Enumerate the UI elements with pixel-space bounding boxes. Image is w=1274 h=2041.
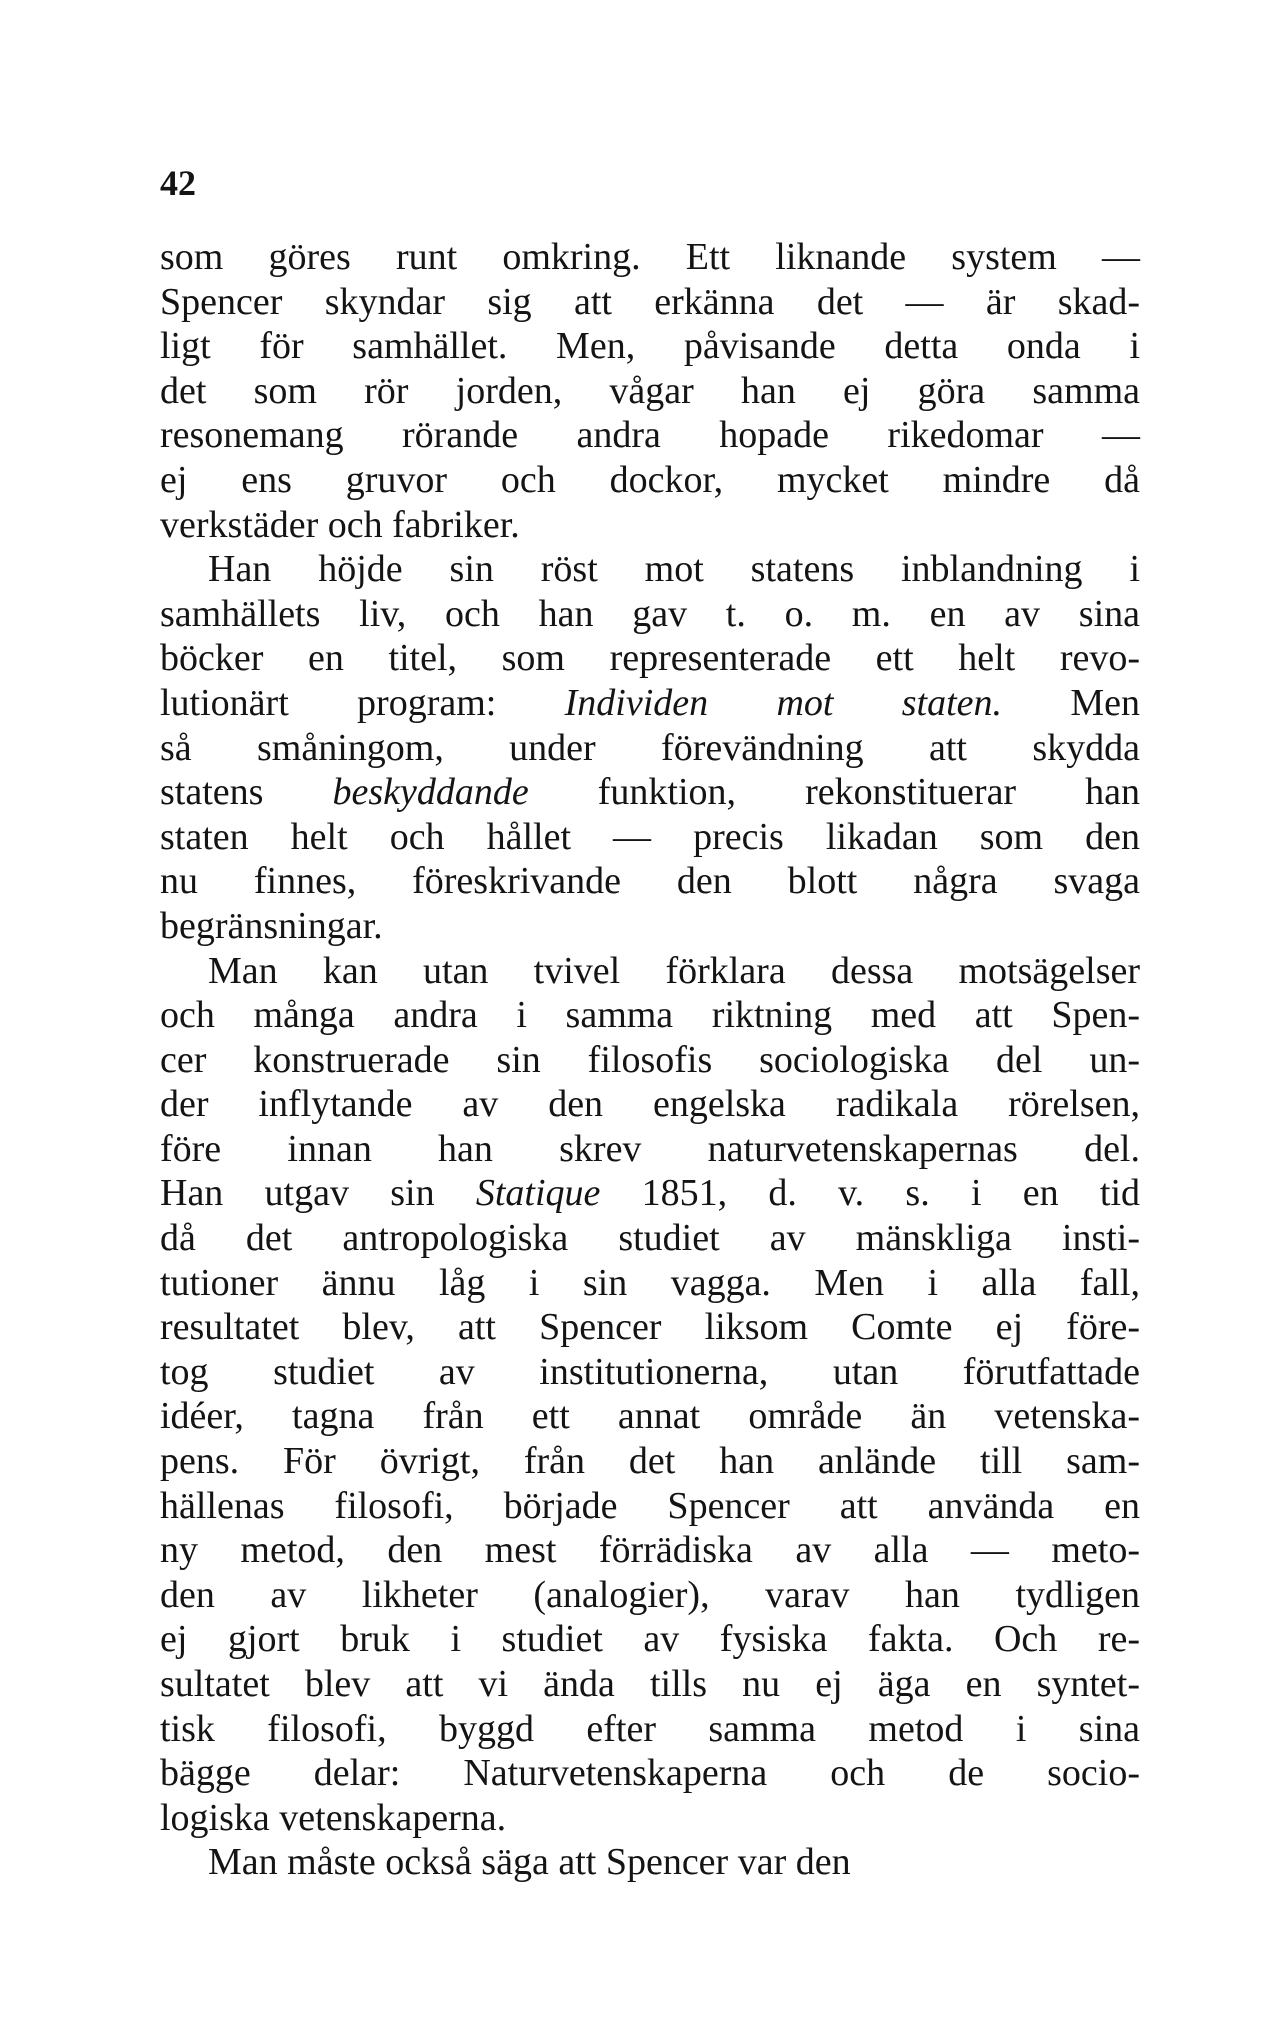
page-number: 42 [160, 163, 196, 203]
text-segment: resonemang rörande andra hopade rikedomar — [160, 414, 1140, 457]
text-segment: hällenas filosofi, började Spencer att använda en [160, 1484, 1140, 1527]
text-segment: lutionärt program: [160, 681, 565, 724]
text-segment: då det antropologiska studiet av mänskliga insti- [160, 1217, 1140, 1260]
text-segment: det som rör jorden, vågar han ej göra samma [160, 369, 1140, 412]
text-line [160, 235, 1140, 280]
text-segment: ej ens gruvor och dockor, mycket mindre då [160, 458, 1140, 501]
text-segment: statens [160, 771, 333, 814]
text-line [160, 280, 1140, 325]
text-segment: Man måste också säga att Spencer var den [208, 1841, 851, 1884]
text-segment: ligt för samhället. Men, påvisande detta onda i [160, 325, 1140, 368]
text-line [160, 1573, 1140, 1618]
text-segment: idéer, tagna från ett annat område än vetenska- [160, 1395, 1140, 1438]
text-segment: resultatet blev, att Spencer liksom Comte ej före- [160, 1306, 1140, 1349]
text-line [160, 1261, 1140, 1306]
text-line [160, 1707, 1140, 1752]
text-line [160, 770, 1140, 815]
text-line [160, 547, 1140, 592]
italic-text: Statique [475, 1172, 601, 1215]
text-line [160, 1394, 1140, 1439]
text-line [160, 369, 1140, 414]
text-segment: och många andra i samma riktning med att Spen- [160, 994, 1140, 1037]
text-segment: tog studiet av institutionerna, utan förutfattade [160, 1350, 1140, 1393]
text-segment: logiska vetenskaperna. [160, 1796, 507, 1839]
text-segment: tisk filosofi, byggd efter samma metod i sina [160, 1707, 1140, 1750]
italic-text: Individen mot staten. [564, 681, 1003, 724]
text-line [160, 1082, 1140, 1127]
text-line [160, 993, 1140, 1038]
text-line [160, 949, 1140, 994]
text-line [160, 1751, 1140, 1796]
text-segment: begränsningar. [160, 904, 383, 947]
text-segment: så småningom, under förevändning att skydda [160, 726, 1140, 769]
text-line [160, 1038, 1140, 1083]
text-line [160, 1439, 1140, 1484]
text-line [160, 1305, 1140, 1350]
text-segment: ej gjort bruk i studiet av fysiska fakta. Och re- [160, 1618, 1140, 1661]
text-line [160, 1127, 1140, 1172]
text-segment: Han höjde sin röst mot statens inblandning i [208, 548, 1140, 591]
text-line [160, 726, 1140, 771]
text-line [160, 1484, 1140, 1529]
body-text [160, 235, 1140, 1885]
text-segment: funktion, rekonstituerar han [528, 771, 1140, 814]
text-segment: Spencer skyndar sig att erkänna det — är skad- [160, 280, 1140, 323]
text-segment: Han utgav sin [160, 1172, 476, 1215]
text-segment: pens. För övrigt, från det han anlände till sam- [160, 1440, 1140, 1483]
text-line [160, 1617, 1140, 1662]
text-line [160, 681, 1140, 726]
text-line [160, 1796, 1140, 1841]
text-segment: sultatet blev att vi ända tills nu ej äga en syntet- [160, 1663, 1140, 1705]
text-segment: cer konstruerade sin filosofis sociologiska del un- [160, 1038, 1140, 1081]
text-line [160, 1662, 1140, 1707]
text-line [160, 1840, 1140, 1885]
text-line [160, 324, 1140, 369]
text-segment: bägge delar: Naturvetenskaperna och de socio- [160, 1752, 1140, 1795]
text-segment: böcker en titel, som representerade ett helt revo- [160, 637, 1140, 680]
text-segment: nu finnes, föreskrivande den blott några svaga [160, 860, 1140, 903]
text-segment: der inflytande av den engelska radikala rörelsen, [160, 1083, 1140, 1126]
text-line [160, 904, 1140, 949]
text-line [160, 1350, 1140, 1395]
text-line [160, 636, 1140, 681]
text-segment: som göres runt omkring. Ett liknande system — [160, 236, 1140, 278]
text-segment: staten helt och hållet — precis likadan som den [160, 815, 1140, 858]
text-line [160, 592, 1140, 637]
italic-text: beskyddande [332, 771, 529, 814]
text-segment: ny metod, den mest förrädiska av alla — meto- [160, 1529, 1140, 1572]
text-segment: före innan han skrev naturvetenskapernas del. [160, 1127, 1140, 1170]
text-line [160, 503, 1140, 548]
text-line [160, 1528, 1140, 1573]
text-segment: verkstäder och fabriker. [160, 503, 520, 546]
text-line [160, 859, 1140, 904]
text-line [160, 815, 1140, 860]
text-line [160, 413, 1140, 458]
text-segment: Man kan utan tvivel förklara dessa motsägelser [208, 949, 1140, 992]
text-segment: Men [1002, 681, 1141, 724]
text-line [160, 1171, 1140, 1216]
text-line [160, 1216, 1140, 1261]
text-segment: samhällets liv, och han gav t. o. m. en av sina [160, 592, 1140, 635]
text-segment: tutioner ännu låg i sin vagga. Men i alla fall, [160, 1261, 1140, 1304]
text-segment: 1851, d. v. s. i en tid [600, 1172, 1141, 1215]
text-line [160, 458, 1140, 503]
text-segment: den av likheter (analogier), varav han tydligen [160, 1573, 1140, 1616]
